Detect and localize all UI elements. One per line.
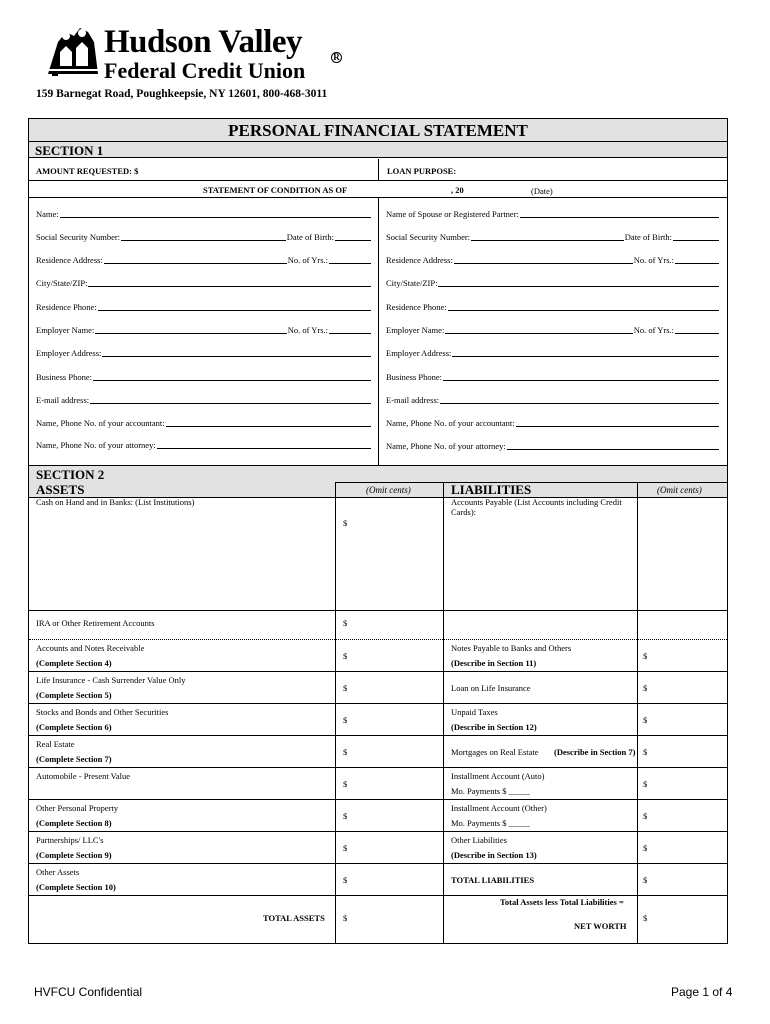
residence-address-field[interactable]: Residence Address: No. of Yrs.:: [36, 253, 372, 265]
spouse-attorney-field[interactable]: Name, Phone No. of your attorney:: [386, 439, 720, 451]
liability-row-label: Loan on Life Insurance: [451, 683, 531, 693]
liability-row-note: (Describe in Section 11): [451, 658, 537, 668]
liability-row-note: Mo. Payments $ _____: [451, 818, 530, 828]
page-number: Page 1 of 4: [671, 985, 733, 999]
asset-row-note: (Complete Section 8): [36, 818, 112, 828]
residence-phone-field[interactable]: Residence Phone:: [36, 300, 372, 312]
liability-row-label: Unpaid Taxes: [451, 707, 498, 717]
row-divider: [29, 799, 727, 800]
asset-row-label: Automobile - Present Value: [36, 771, 131, 781]
asset-row-dollar[interactable]: $: [343, 747, 348, 757]
net-worth-label: NET WORTH: [574, 921, 627, 931]
asset-row-note: (Complete Section 6): [36, 722, 112, 732]
bank-address: 159 Barnegat Road, Poughkeepsie, NY 12601, 800-468-3011: [36, 88, 328, 100]
city-field[interactable]: City/State/ZIP:: [36, 276, 372, 288]
form-title: PERSONAL FINANCIAL STATEMENT: [29, 119, 727, 142]
employer-address-field[interactable]: Employer Address:: [36, 346, 372, 358]
liability-row-note: (Describe in Section 13): [451, 850, 537, 860]
row-divider: [29, 703, 727, 704]
accounts-payable-label: Accounts Payable (List Accounts including Credit Cards):: [451, 497, 622, 517]
liability-row-label: Mortgages on Real Estate: [451, 747, 539, 757]
section2-header: SECTION 2: [36, 467, 105, 482]
liability-row-dollar[interactable]: $: [643, 715, 648, 725]
asset-row-label: Other Personal Property: [36, 803, 119, 813]
liability-row-label-bold: (Describe in Section 7): [554, 747, 636, 757]
employer-name-field[interactable]: Employer Name: No. of Yrs.:: [36, 323, 372, 335]
section1-header: SECTION 1: [29, 142, 727, 158]
spouse-business-phone-field[interactable]: Business Phone:: [386, 370, 720, 382]
bank-name-line1: Hudson Valley: [104, 24, 303, 60]
net-worth-dollar[interactable]: $: [643, 913, 648, 923]
liability-row-label: Installment Account (Auto): [451, 771, 545, 781]
asset-row-label: Stocks and Bonds and Other Securities: [36, 707, 169, 717]
asset-row-dollar[interactable]: $: [343, 651, 348, 661]
cash-label: Cash on Hand and in Banks: (List Institutions): [36, 497, 195, 507]
asset-row-note: (Complete Section 10): [36, 882, 116, 892]
spouse-accountant-field[interactable]: Name, Phone No. of your accountant:: [386, 416, 720, 428]
amount-requested-label: AMOUNT REQUESTED: $: [36, 166, 139, 176]
people-logo-icon: [44, 22, 102, 80]
liability-row-label: Installment Account (Other): [451, 803, 547, 813]
asset-row-dollar[interactable]: $: [343, 683, 348, 693]
spouse-name-field[interactable]: Name of Spouse or Registered Partner:: [386, 207, 720, 219]
asset-row-note: (Complete Section 7): [36, 754, 112, 764]
liability-row-dollar[interactable]: $: [643, 779, 648, 789]
cash-dollar[interactable]: $: [343, 518, 348, 528]
liability-row-note: Mo. Payments $ _____: [451, 786, 530, 796]
spouse-employer-address-field[interactable]: Employer Address:: [386, 346, 720, 358]
statement-condition-label: STATEMENT OF CONDITION AS OF: [203, 185, 348, 195]
spouse-employer-name-field[interactable]: Employer Name: No. of Yrs.:: [386, 323, 720, 335]
asset-row-label: Life Insurance - Cash Surrender Value Only: [36, 675, 186, 685]
liability-row-dollar[interactable]: $: [643, 843, 648, 853]
asset-row-label: Other Assets: [36, 867, 80, 877]
asset-row-dollar[interactable]: $: [343, 715, 348, 725]
liabilities-header: LIABILITIES: [451, 482, 532, 497]
liability-row-dollar[interactable]: $: [643, 683, 648, 693]
ira-label: IRA or Other Retirement Accounts: [36, 618, 155, 628]
asset-row-note: (Complete Section 5): [36, 690, 112, 700]
liability-row-label: Notes Payable to Banks and Others: [451, 643, 572, 653]
spouse-ssn-field[interactable]: Social Security Number: Date of Birth:: [386, 230, 720, 242]
liability-row-label: Other Liabilities: [451, 835, 507, 845]
confidential-footer: HVFCU Confidential: [34, 985, 143, 999]
liability-row-label: TOTAL LIABILITIES: [451, 875, 535, 885]
asset-row-label: Real Estate: [36, 739, 75, 749]
business-phone-field[interactable]: Business Phone:: [36, 370, 372, 382]
row-divider: [29, 895, 727, 896]
name-field[interactable]: Name:: [36, 207, 372, 219]
liability-row-dollar[interactable]: $: [643, 651, 648, 661]
bank-name-line2: Federal Credit Union: [104, 58, 306, 83]
spouse-residence-address-field[interactable]: Residence Address: No. of Yrs.:: [386, 253, 720, 265]
asset-row-dollar[interactable]: $: [343, 779, 348, 789]
spouse-residence-phone-field[interactable]: Residence Phone:: [386, 300, 720, 312]
assets-header: ASSETS: [36, 482, 85, 497]
ssn-field[interactable]: Social Security Number: Date of Birth:: [36, 230, 372, 242]
asset-row-dollar[interactable]: $: [343, 811, 348, 821]
spouse-city-field[interactable]: City/State/ZIP:: [386, 276, 720, 288]
total-less-label: Total Assets less Total Liabilities =: [500, 897, 624, 907]
row-divider: [29, 671, 727, 672]
accountant-field[interactable]: Name, Phone No. of your accountant:: [36, 416, 372, 428]
total-assets-dollar[interactable]: $: [343, 913, 348, 923]
spouse-email-field[interactable]: E-mail address:: [386, 393, 720, 405]
attorney-field[interactable]: Name, Phone No. of your attorney:: [36, 438, 372, 450]
assets-omit-cents: (Omit cents): [366, 485, 411, 495]
row-divider: [29, 767, 727, 768]
total-assets-label: TOTAL ASSETS: [263, 913, 325, 923]
asset-row-note: (Complete Section 4): [36, 658, 112, 668]
ira-dollar[interactable]: $: [343, 618, 348, 628]
liability-row-dollar[interactable]: $: [643, 875, 648, 885]
asset-row-dollar[interactable]: $: [343, 875, 348, 885]
row-divider: [29, 863, 727, 864]
liability-row-dollar[interactable]: $: [643, 747, 648, 757]
liability-row-note: (Describe in Section 12): [451, 722, 537, 732]
liabilities-omit-cents: (Omit cents): [657, 485, 702, 495]
year-label: , 20: [451, 185, 464, 195]
email-field[interactable]: E-mail address:: [36, 393, 372, 405]
asset-row-dollar[interactable]: $: [343, 843, 348, 853]
loan-purpose-label: LOAN PURPOSE:: [387, 166, 457, 176]
asset-row-label: Accounts and Notes Receivable: [36, 643, 145, 653]
registered-mark: R: [331, 52, 342, 63]
asset-row-note: (Complete Section 9): [36, 850, 112, 860]
asset-row-label: Partnerships/ LLC's: [36, 835, 104, 845]
financial-statement-form: [28, 118, 728, 944]
liability-row-dollar[interactable]: $: [643, 811, 648, 821]
row-divider: [29, 831, 727, 832]
row-divider: [29, 735, 727, 736]
hvfcu-logo: [44, 22, 344, 84]
date-label: (Date): [531, 186, 553, 196]
